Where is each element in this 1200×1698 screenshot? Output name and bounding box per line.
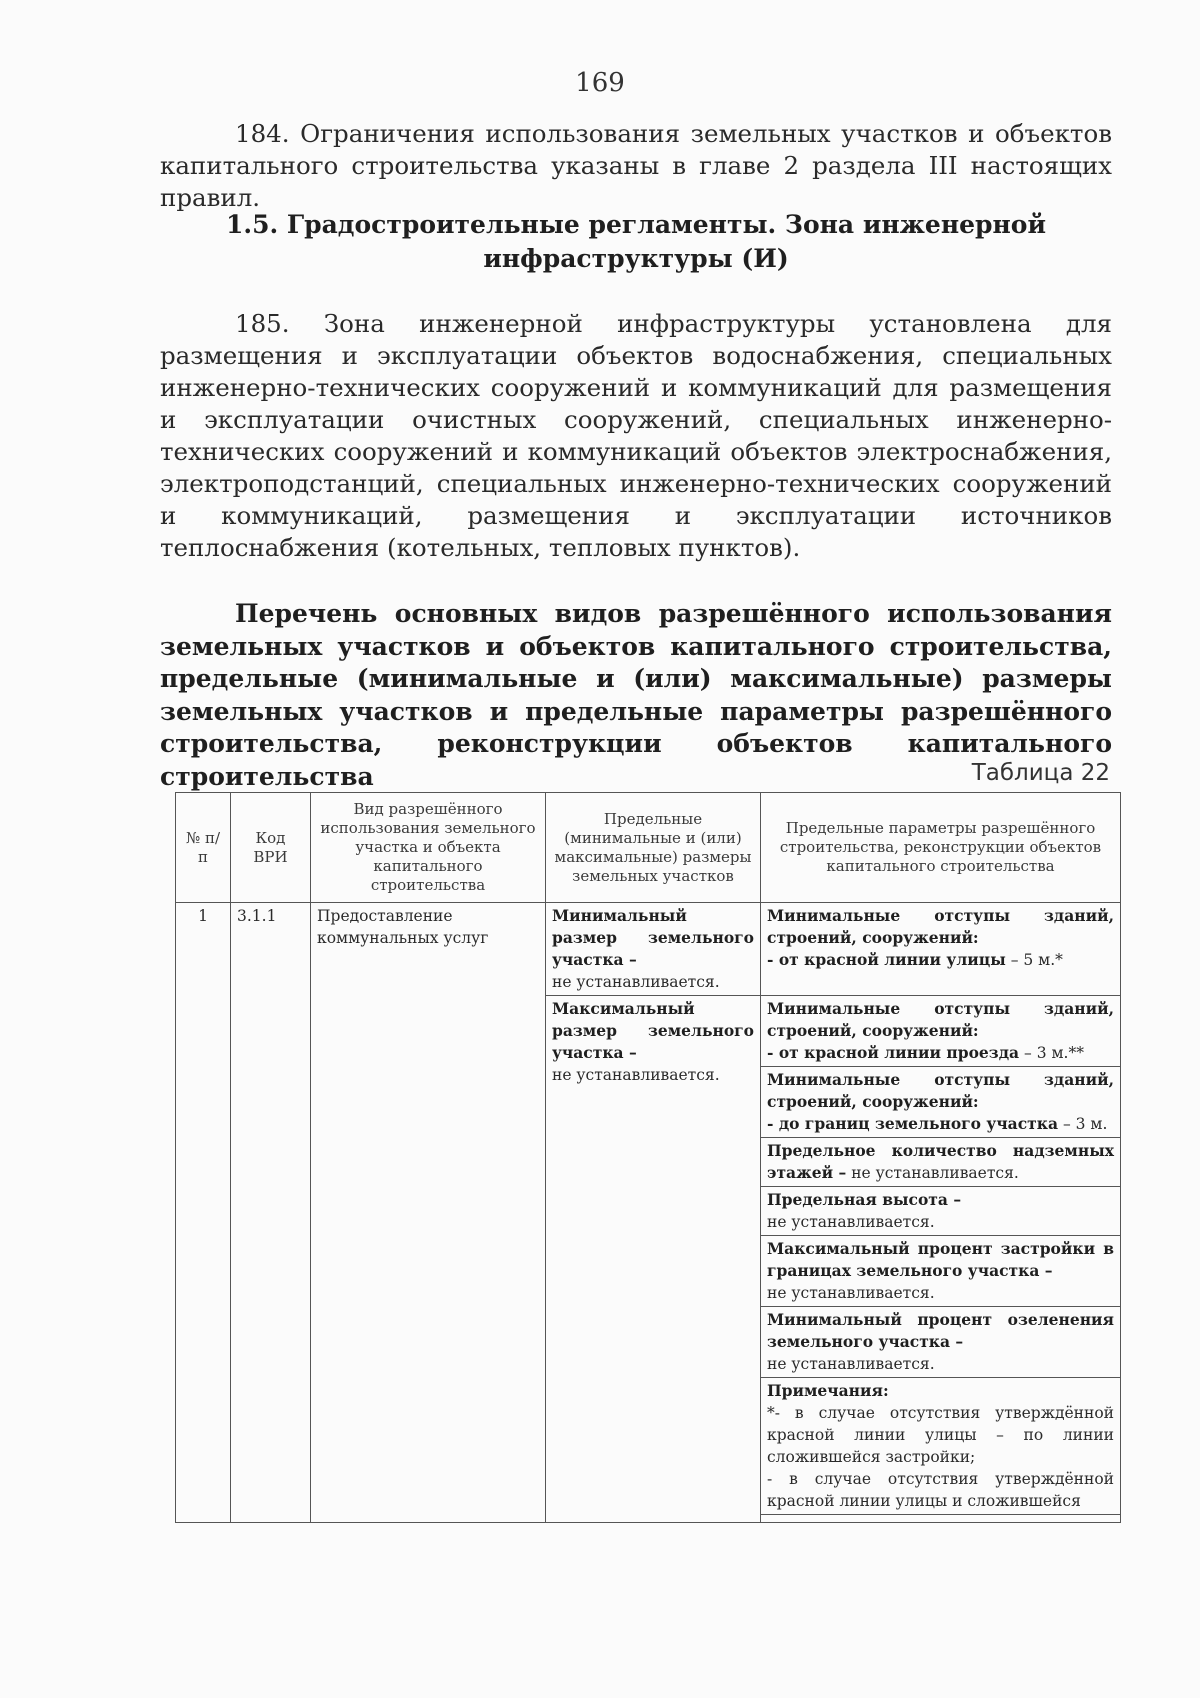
- param-1-label: Минимальные отступы зданий, строений, сооружений:: [767, 906, 1114, 947]
- table-row: [176, 903, 1121, 996]
- cell-param-6: [761, 1236, 1121, 1307]
- cell-num: 1: [176, 903, 231, 1523]
- paragraph-185: [160, 308, 1112, 564]
- param-3-value: – 3 м.: [1062, 1115, 1108, 1133]
- param-3-item: - до границ земельного участка: [767, 1114, 1058, 1133]
- min-size-label: Минимальный размер земельного участка –: [552, 906, 754, 969]
- header-code: Код ВРИ: [231, 793, 311, 903]
- list-title-text: Перечень основных видов разрешённого использования земельных участков и объектов капитального строительства, предельные (минимальные и (или) максимальные) размеры земельных участков и предельные параметры разрешённого строительства, реконструкции объектов капитального строительства: [160, 599, 1112, 791]
- param-6-label: Максимальный процент застройки в границах земельного участка –: [767, 1239, 1114, 1280]
- min-size-value: не устанавливается.: [552, 973, 720, 991]
- param-4-value: не устанавливается.: [851, 1164, 1019, 1182]
- table-header-row: [176, 793, 1121, 903]
- header-params: Предельные параметры разрешённого строительства, реконструкции объектов капитального строительства: [761, 793, 1121, 903]
- cell-type: Предоставление коммунальных услуг: [311, 903, 546, 1523]
- notes-title: Примечания:: [767, 1381, 889, 1400]
- cell-spacer: [761, 1515, 1121, 1523]
- param-2-label: Минимальные отступы зданий, строений, сооружений:: [767, 999, 1114, 1040]
- cell-param-3: [761, 1067, 1121, 1138]
- param-4-label: Предельное количество надземных этажей –: [767, 1141, 1114, 1182]
- max-size-value: не устанавливается.: [552, 1066, 720, 1084]
- param-5-value: не устанавливается.: [767, 1213, 935, 1231]
- max-size-label: Максимальный размер земельного участка –: [552, 999, 754, 1062]
- header-sizes: Предельные (минимальные и (или) максимальные) размеры земельных участков: [546, 793, 761, 903]
- cell-param-7: [761, 1307, 1121, 1378]
- note-2: - в случае отсутствия утверждённой красной линии улицы и сложившейся: [767, 1470, 1114, 1510]
- cell-param-1: [761, 903, 1121, 996]
- cell-notes: [761, 1378, 1121, 1515]
- header-type: Вид разрешённого использования земельного участка и объекта капитального строительства: [311, 793, 546, 903]
- paragraph-184-text: 184. Ограничения использования земельных участков и объектов капитального строительства указаны в главе 2 раздела III настоящих правил.: [160, 119, 1112, 212]
- regulations-table: [175, 792, 1121, 1523]
- paragraph-184: [160, 118, 1112, 214]
- param-2-item: - от красной линии проезда: [767, 1043, 1020, 1062]
- header-num: № п/п: [176, 793, 231, 903]
- param-1-value: – 5 м.*: [1010, 951, 1063, 969]
- cell-param-4: [761, 1138, 1121, 1187]
- param-1-item: - от красной линии улицы: [767, 950, 1006, 969]
- table-label: Таблица 22: [971, 760, 1110, 786]
- section-title: 1.5. Градостроительные регламенты. Зона инженерной инфраструктуры (И): [225, 210, 1047, 273]
- cell-param-5: [761, 1187, 1121, 1236]
- param-3-label: Минимальные отступы зданий, строений, сооружений:: [767, 1070, 1114, 1111]
- paragraph-185-text: 185. Зона инженерной инфраструктуры установлена для размещения и эксплуатации объектов водоснабжения, специальных инженерно-технических сооружений и коммуникаций для размещения и эксплуатации очистных сооружений, специальных инженерно-технических сооружений и коммуникаций объектов электроснабжения, электроподстанций, специальных инженерно-технических сооружений и коммуникаций, размещения и эксплуатации источников теплоснабжения (котельных, тепловых пунктов).: [160, 309, 1112, 562]
- note-1: *- в случае отсутствия утверждённой красной линии улицы – по линии сложившейся застройки;: [767, 1404, 1114, 1466]
- page-number: 169: [575, 68, 625, 98]
- param-7-label: Минимальный процент озеленения земельного участка –: [767, 1310, 1114, 1351]
- param-6-value: не устанавливается.: [767, 1284, 935, 1302]
- list-title: [160, 598, 1112, 793]
- param-5-label: Предельная высота –: [767, 1190, 962, 1209]
- cell-max-size: [546, 996, 761, 1523]
- param-2-value: – 3 м.**: [1024, 1044, 1084, 1062]
- cell-param-2: [761, 996, 1121, 1067]
- cell-min-size: [546, 903, 761, 996]
- param-7-value: не устанавливается.: [767, 1355, 935, 1373]
- cell-code: 3.1.1: [231, 903, 311, 1523]
